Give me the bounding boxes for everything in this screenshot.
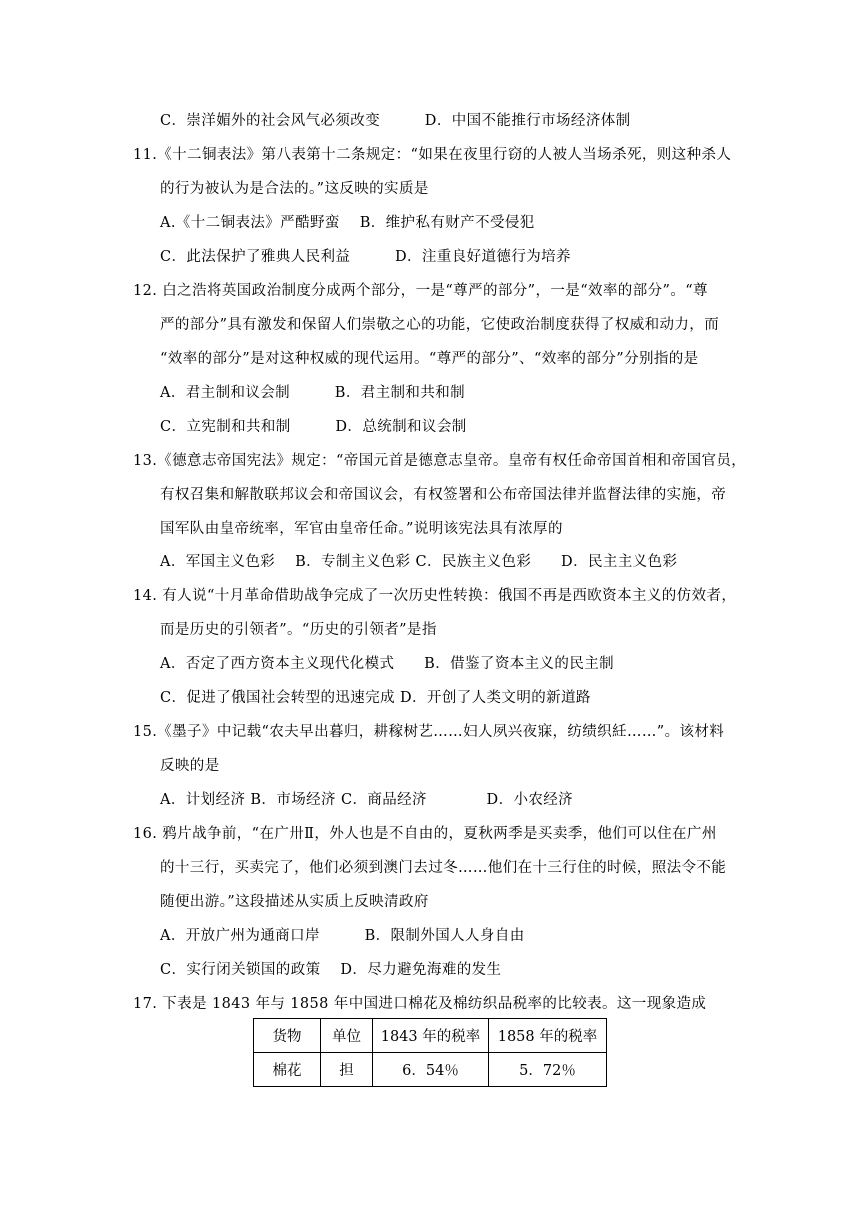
text-line: 有权召集和解散联邦议会和帝国议会，有权签署和公布帝国法律并监督法律的实施，帝 [160, 487, 727, 503]
text-line: 17. 下表是 1843 年与 1858 年中国进口棉花及棉纺织品税率的比较表。这一现象造成 [133, 996, 707, 1012]
text-line: C．实行闭关锁国的政策 D．尽力避免海难的发生 [160, 962, 502, 978]
text-line: A．否定了西方资本主义现代化模式 B．借鉴了资本主义的民主制 [160, 656, 615, 672]
text-line: 13.《德意志帝国宪法》规定：“帝国元首是德意志皇帝。皇帝有权任命帝国首相和帝国官员， [133, 453, 747, 469]
text-line: 15.《墨子》中记载“农夫早出暮归，耕稼树艺……妇人夙兴夜寐，纺绩织紝……”。该材料 [133, 724, 725, 740]
table-cell: 担 [321, 1053, 373, 1087]
text-line: 11.《十二铜表法》第八表第十二条规定：“如果在夜里行窃的人被人当场杀死，则这种杀人 [133, 147, 732, 163]
text-line: C．此法保护了雅典人民利益 D．注重良好道德行为培养 [160, 249, 571, 265]
text-line: 随便出游。”这段描述从实质上反映清政府 [160, 894, 429, 910]
text-line: 而是历史的引领者”。“历史的引领者”是指 [160, 622, 437, 638]
table-cell: 棉花 [254, 1053, 321, 1087]
table-row [254, 1053, 607, 1087]
table-header-cell: 单位 [321, 1019, 373, 1053]
text-line: 严的部分”具有激发和保留人们崇敬之心的功能，它使政治制度获得了权威和动力，而 [160, 317, 720, 333]
table-header-row [254, 1019, 607, 1053]
text-line: 16. 鸦片战争前，“在广卅Ⅱ，外人也是不自由的，夏秋两季是买卖季，他们可以住在广州 [133, 826, 717, 842]
table-cell: 6．54％ [373, 1053, 489, 1087]
text-line: A．计划经济 B．市场经济 C．商品经济 D．小农经济 [160, 792, 574, 808]
text-line: C．立宪制和共和制 D．总统制和议会制 [160, 419, 467, 435]
table-header-cell: 1858 年的税率 [489, 1019, 607, 1053]
text-line: A．君主制和议会制 B．君主制和共和制 [160, 385, 466, 401]
text-line: A．军国主义色彩 B．专制主义色彩 C．民族主义色彩 D．民主主义色彩 [160, 554, 678, 570]
text-line: A．开放广州为通商口岸 B．限制外国人人身自由 [160, 928, 525, 944]
text-line: 12. 白之浩将英国政治制度分成两个部分，一是“尊严的部分”，一是“效率的部分”。“尊 [133, 283, 708, 299]
text-line: 的行为被认为是合法的。”这反映的实质是 [160, 181, 429, 197]
text-line: 的十三行，买卖完了，他们必须到澳门去过冬……他们在十三行住的时候，照法令不能 [160, 860, 727, 876]
tariff-comparison-table [253, 1018, 607, 1087]
text-line: C．崇洋媚外的社会风气必须改变 D．中国不能推行市场经济体制 [160, 113, 631, 129]
table-header-cell: 货物 [254, 1019, 321, 1053]
text-line: 国军队由皇帝统率，军官由皇帝任命。”说明该宪法具有浓厚的 [160, 521, 563, 537]
table-cell: 5．72％ [489, 1053, 607, 1087]
text-line: C．促进了俄国社会转型的迅速完成 D．开创了人类文明的新道路 [160, 690, 591, 706]
text-line: 14. 有人说“十月革命借助战争完成了一次历史性转换：俄国不再是西欧资本主义的仿效者， [133, 588, 737, 604]
table-header-cell: 1843 年的税率 [373, 1019, 489, 1053]
text-line: A.《十二铜表法》严酷野蛮 B．维护私有财产不受侵犯 [160, 215, 535, 231]
text-line: 反映的是 [160, 758, 220, 774]
text-line: “效率的部分”是对这种权威的现代运用。“尊严的部分”、“效率的部分”分别指的是 [160, 351, 699, 367]
